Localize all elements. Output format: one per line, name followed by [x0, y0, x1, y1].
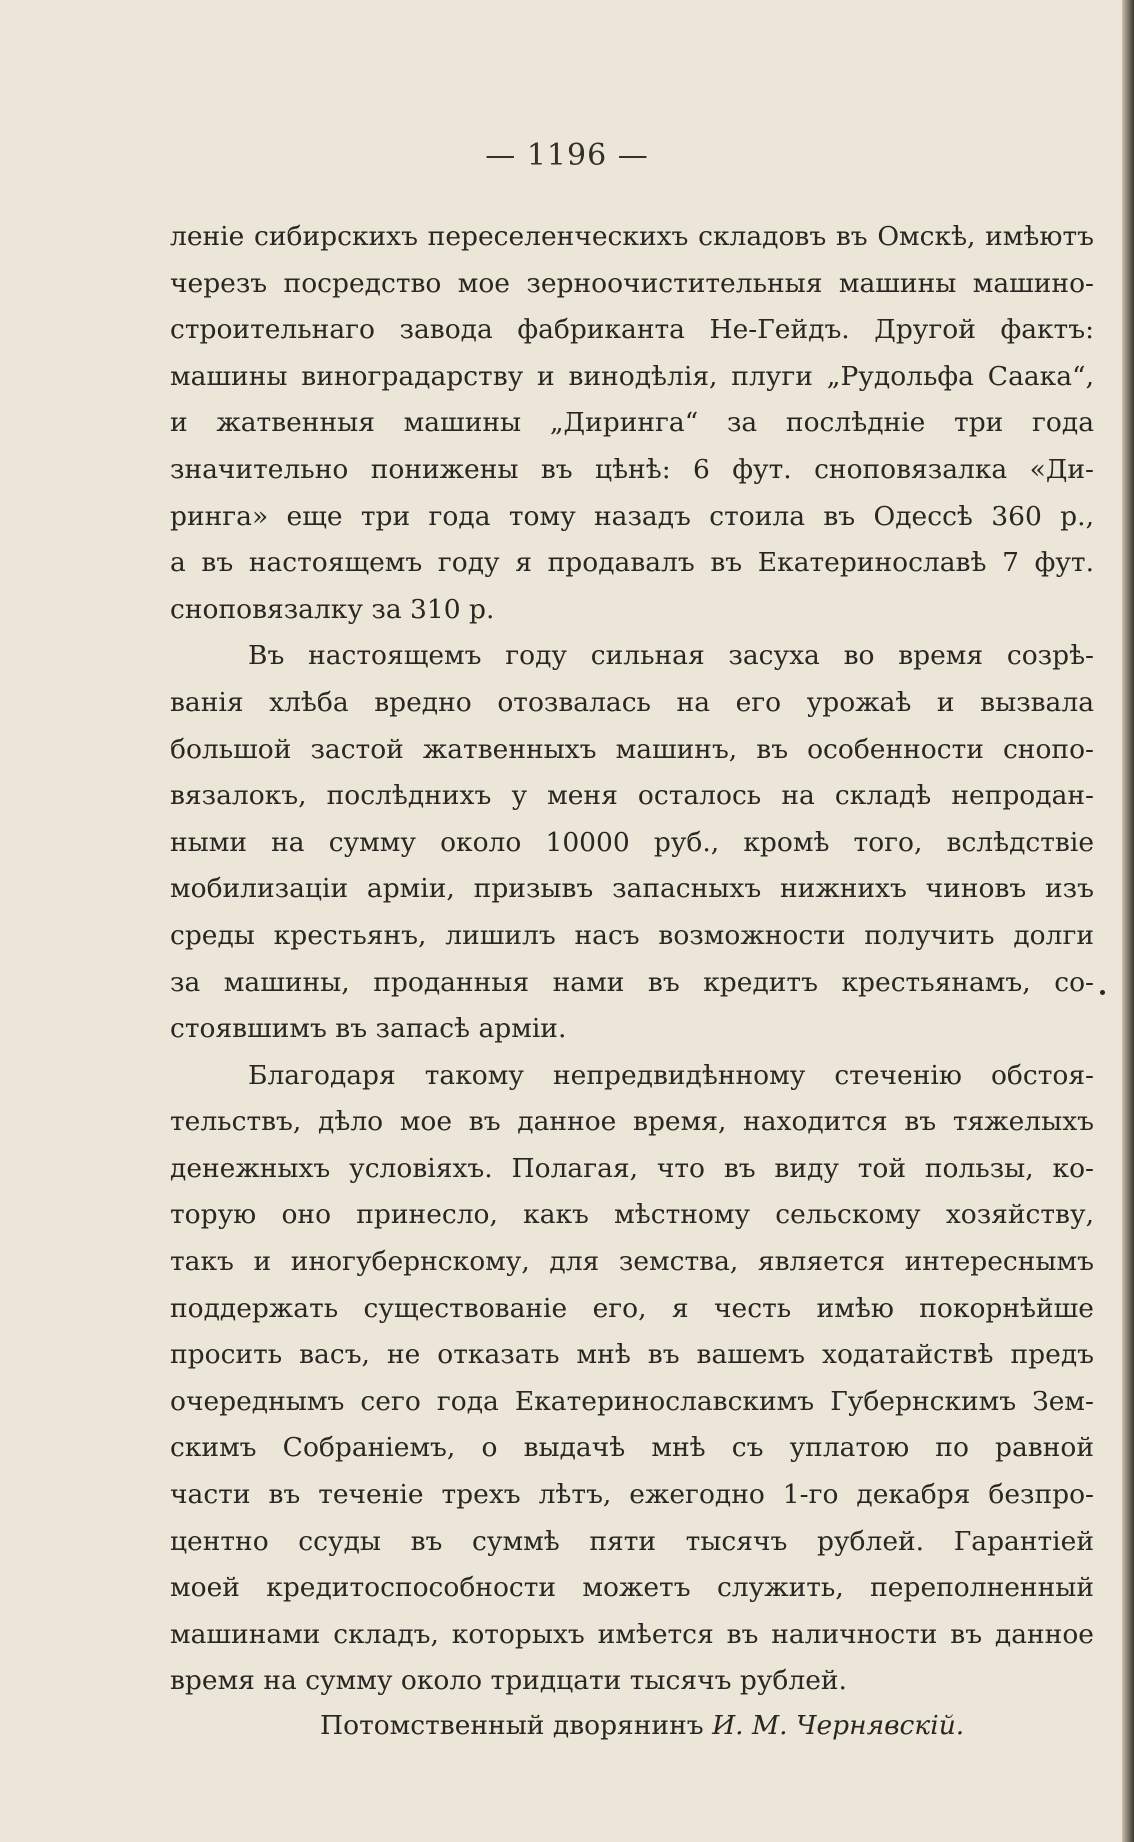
text-line: центно ссуды въ суммѣ пяти тысячъ рублей. Гарантіей — [170, 1525, 1094, 1557]
text-line: ванія хлѣба вредно отозвалась на его урожаѣ и вызвала — [170, 686, 1094, 718]
signature-title: Потомственный дворянинъ — [320, 1710, 704, 1741]
text-line: очереднымъ сего года Екатеринославскимъ Губернскимъ Зем- — [170, 1385, 1094, 1417]
text-line: ными на сумму около 10000 руб., кромѣ того, вслѣдствіе — [170, 826, 1094, 858]
text-line: значительно понижены въ цѣнѣ: 6 фут. сноповязалка «Ди- — [170, 453, 1094, 485]
text-line: машины виноградарству и винодѣлія, плуги „Рудольфа Саака“, — [170, 360, 1094, 392]
text-line: Благодаря такому непредвидѣнному стеченію обстоя- — [248, 1059, 1094, 1091]
signature-line — [320, 1710, 964, 1741]
text-line: части въ теченіе трехъ лѣтъ, ежегодно 1-го декабря безпро- — [170, 1479, 1094, 1511]
text-line: за машины, проданныя нами въ кредитъ крестьянамъ, со- — [170, 966, 1094, 998]
paragraph-2 — [170, 633, 1094, 1052]
margin-dot — [1100, 990, 1105, 995]
page-edge-shadow — [1122, 0, 1134, 1842]
text-line: леніе сибирскихъ переселенческихъ складовъ въ Омскѣ, имѣютъ — [170, 221, 1094, 252]
text-line: денежныхъ условіяхъ. Полагая, что въ виду той пользы, ко- — [170, 1152, 1094, 1184]
text-line: большой застой жатвенныхъ машинъ, въ особенности снопо- — [170, 733, 1094, 765]
text-line: Въ настоящемъ году сильная засуха во время созрѣ- — [248, 640, 1094, 672]
text-line: машинами складъ, которыхъ имѣется въ наличности въ данное — [170, 1618, 1094, 1650]
text-line: тельствъ, дѣло мое въ данное время, находится въ тяжелыхъ — [170, 1106, 1094, 1138]
text-line: торую оно принесло, какъ мѣстному сельскому хозяйству, — [170, 1199, 1094, 1231]
signature-name: И. М. Чернявскій. — [712, 1710, 965, 1741]
text-line: просить васъ, не отказать мнѣ въ вашемъ ходатайствѣ предъ — [170, 1339, 1094, 1371]
text-line: строительнаго завода фабриканта Не-Гейдъ. Другой фактъ: — [170, 314, 1094, 346]
text-line: стоявшимъ въ запасѣ арміи. — [170, 1013, 567, 1045]
text-line: среды крестьянъ, лишилъ насъ возможности получить долги — [170, 919, 1094, 951]
page-number: — 1196 — — [485, 138, 649, 173]
text-line: такъ и иногубернскому, для земства, является интереснымъ — [170, 1246, 1094, 1278]
text-line: вязалокъ, послѣднихъ у меня осталось на складѣ непродан- — [170, 780, 1094, 812]
text-line: время на сумму около тридцати тысячъ рублей. — [170, 1665, 847, 1697]
paragraph-3 — [170, 1053, 1094, 1705]
text-line: скимъ Собраніемъ, о выдачѣ мнѣ съ уплатою по равной — [170, 1432, 1094, 1464]
text-line: ринга» еще три года тому назадъ стоила въ Одессѣ 360 р., — [170, 500, 1094, 532]
text-line: сноповязалку за 310 р. — [170, 593, 495, 625]
text-line: поддержать существованіе его, я честь имѣю покорнѣйше — [170, 1292, 1094, 1324]
text-line: и жатвенныя машины „Диринга“ за послѣдніе три года — [170, 407, 1094, 439]
paragraph-1 — [170, 214, 1094, 633]
text-line: моей кредитоспособности можетъ служить, переполненный — [170, 1572, 1094, 1604]
text-line: мобилизаціи арміи, призывъ запасныхъ нижнихъ чиновъ изъ — [170, 873, 1094, 905]
text-line: черезъ посредство мое зерноочистительныя машины машино- — [170, 267, 1094, 299]
body-text — [170, 214, 1094, 1705]
text-line: а въ настоящемъ году я продавалъ въ Екатеринославѣ 7 фут. — [170, 547, 1094, 579]
